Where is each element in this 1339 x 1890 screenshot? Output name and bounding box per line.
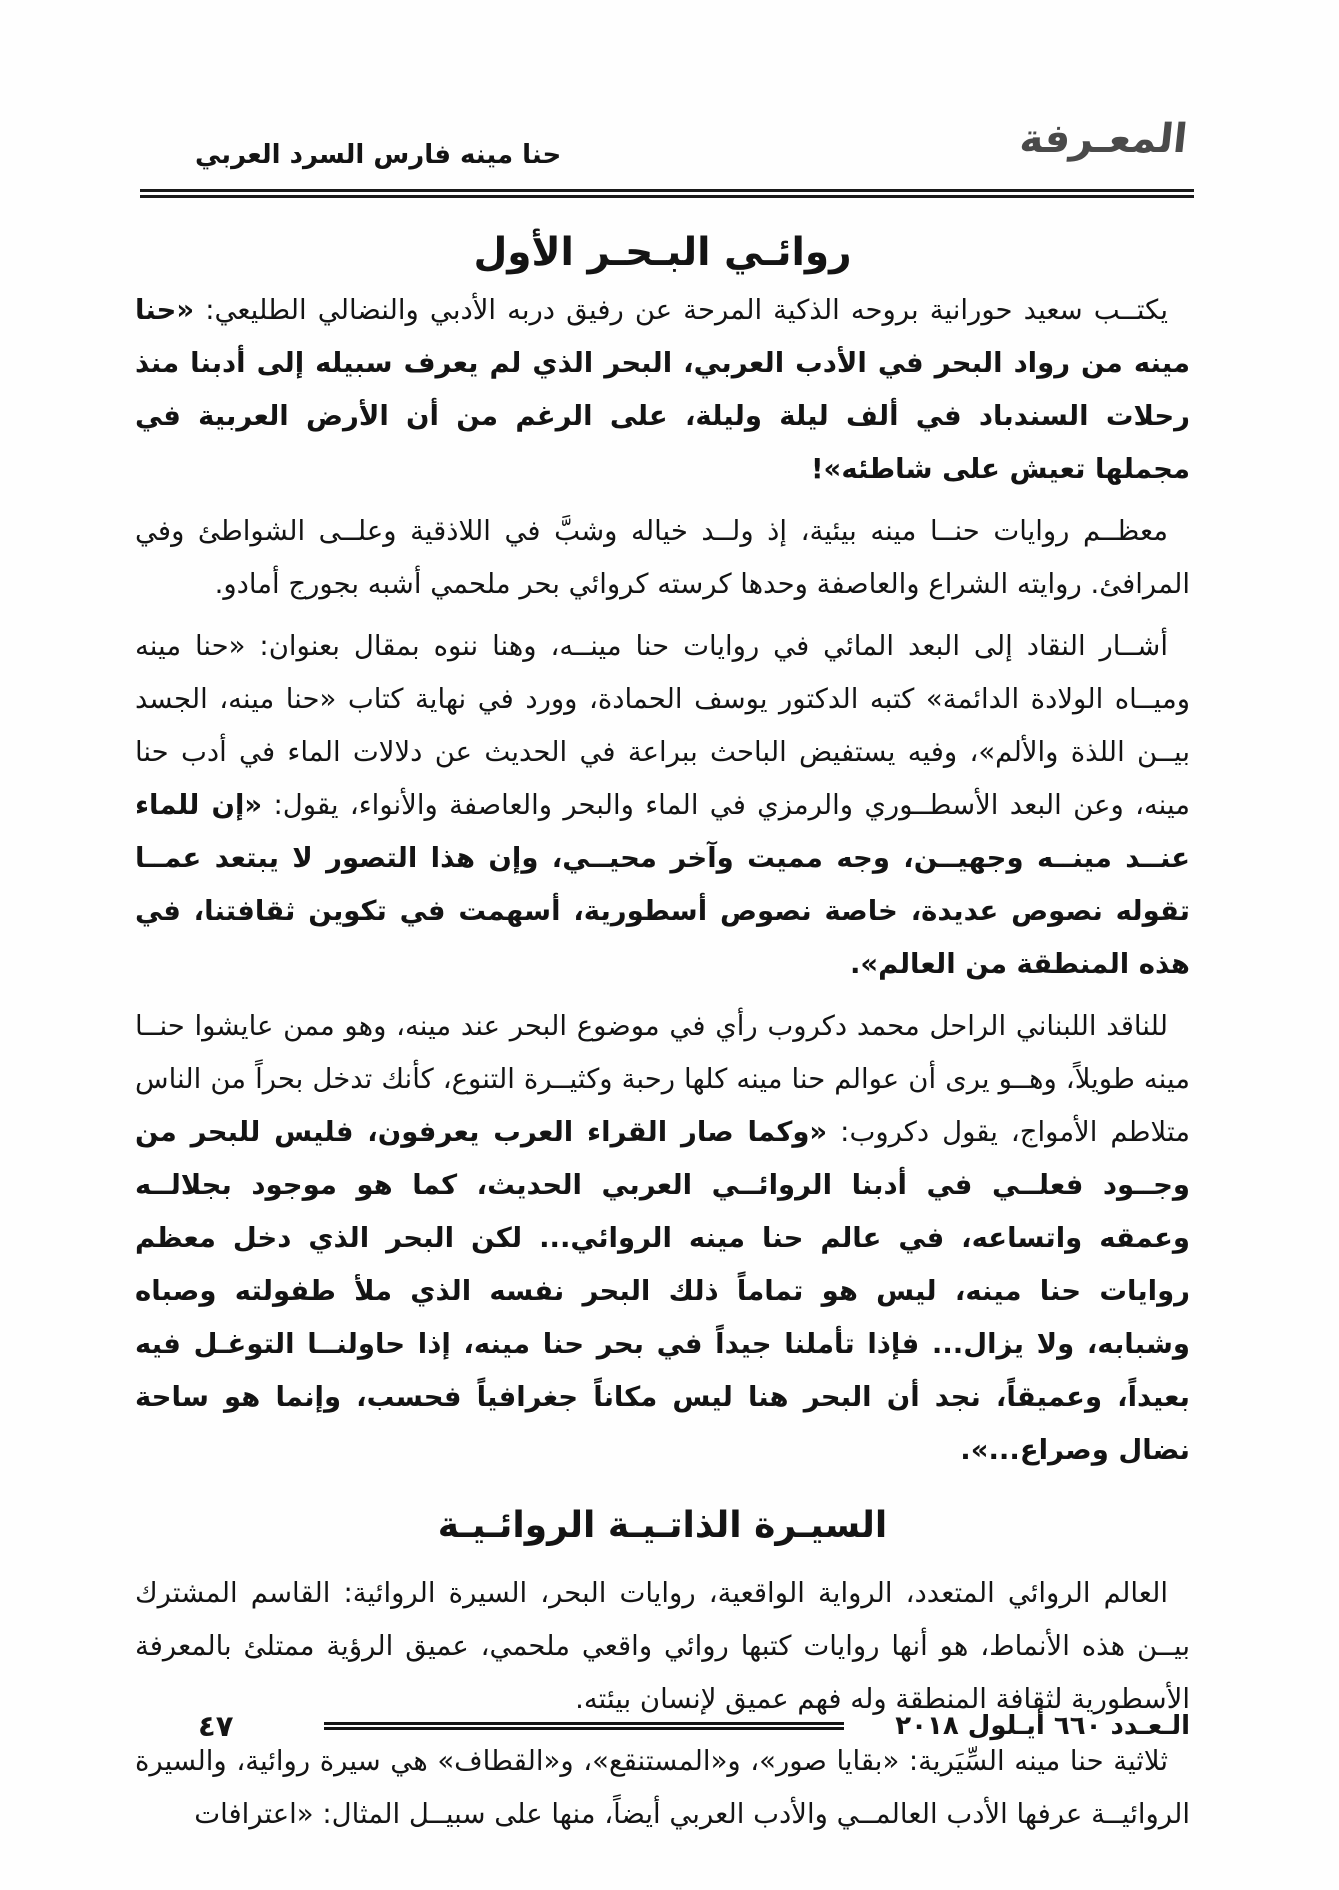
header-double-rule: [140, 189, 1194, 198]
paragraph-text: أشــار النقاد إلى البعد المائي في روايات حنا مينــه، وهنا ننوه بمقال بعنوان: «حنا مينه وميــاه الولادة الدائمة» كتبه الدكتور يوسف الحمادة، وورد في نهاية كتاب «حنا مينه، الجسد بيــن اللذة والألم»، وفيه يستفيض الباحث ببراعة في الحديث عن دلالات الماء في أدب حنا مينه، وعن البعد الأسطــوري والرمزي في الماء والبحر والعاصفة والأنواء، يقول:: [135, 630, 1191, 821]
paragraph: [135, 620, 1190, 991]
paragraph-text: العالم الروائي المتعدد، الرواية الواقعية، روايات البحر، السيرة الروائية: القاسم المشترك بيــن هذه الأنماط، هو أنها روايات كتبها روائي واقعي ملحمي، عميق الرؤية ممتلئ بالمعرفة الأسطورية لثقافة المنطقة وله فهم عميق لإنسان بيئته.: [135, 1577, 1190, 1715]
article-body: [135, 284, 1190, 1850]
paragraph: [135, 1000, 1190, 1477]
magazine-logo: المعـرفة: [1017, 116, 1190, 162]
page-footer: [198, 1706, 1190, 1746]
section-title-sea-novelist: روائـي البـحـر الأول: [473, 230, 852, 275]
paragraph-text: ثلاثية حنا مينه السِّيَرية: «بقايا صور»، و«المستنقع»، و«القطاف» هي سيرة روائية، والسيرة الروائيــة عرفها الأدب العالمــي والأدب العربي أيضاً، منها على سبيــل المثال: «اعترافات: [135, 1745, 1190, 1830]
page-number: ٤٧: [198, 1709, 234, 1743]
paragraph: [135, 505, 1190, 611]
issue-info: الـعـدد ٦٦٠ أيـلول ٢٠١٨: [895, 1711, 1190, 1741]
section-title-autobiographical-novel: السيـرة الذاتـيـة الروائـيـة: [437, 1505, 888, 1546]
paragraph-text: معظــم روايات حنــا مينه بيئية، إذ ولــد خياله وشبَّ في اللاذقية وعلــى الشواطئ وفي المرافئ. روايته الشراع والعاصفة وحدها كرسته كروائي بحر ملحمي أشبه بجورج أمادو.: [135, 515, 1190, 600]
quote-text: «حنا مينه من رواد البحر في الأدب العربي، البحر الذي لم يعرف سبيله إلى أدبنا منذ رحلات السندباد في ألف ليلة وليلة، على الرغم من أن الأرض العربية في مجملها تعيش على شاطئه»!: [135, 294, 1190, 485]
paragraph-text: يكتــب سعيد حورانية بروحه الذكية المرحة عن رفيق دربه الأدبي والنضالي الطليعي:: [194, 294, 1168, 326]
running-title: حنا مينه فارس السرد العربي: [195, 140, 562, 170]
paragraph: [135, 1735, 1190, 1841]
paragraph-text: للناقد اللبناني الراحل محمد دكروب رأي في موضوع البحر عند مينه، وهو ممن عايشوا حنــا مينه طويلاً، وهــو يرى أن عوالم حنا مينه كلها رحبة وكثيــرة التنوع، كأنك تدخل بحراً من الناس متلاطم الأمواج، يقول دكروب:: [135, 1010, 1190, 1148]
footer-double-rule: [324, 1722, 844, 1730]
paragraph: [135, 284, 1190, 496]
paragraph: [135, 1567, 1190, 1726]
quote-text: «وكما صار القراء العرب يعرفون، فليس للبحر من وجــود فعلــي في أدبنا الروائــي العربي الحديث، كما هو موجود بجلالــه وعمقه واتساعه، في عالم حنا مينه الروائي... لكن البحر الذي دخل معظم روايات حنا مينه، ليس هو تماماً ذلك البحر نفسه الذي ملأ طفولته وصباه وشبابه، ولا يزال... فإذا تأملنا جيداً في بحر حنا مينه، إذا حاولنــا التوغـل فيه بعيداً، وعميقاً، نجد أن البحر هنا ليس مكاناً جغرافياً فحسب، وإنما هو ساحة نضال وصراع...».: [135, 1116, 1190, 1466]
quote-text: «إن للماء عنــد مينــه وجهيــن، وجه مميت وآخر محيــي، وإن هذا التصور لا يبتعد عمــا تقوله نصوص عديدة، خاصة نصوص أسطورية، أسهمت في تكوين ثقافتنا، في هذه المنطقة من العالم».: [135, 789, 1190, 980]
